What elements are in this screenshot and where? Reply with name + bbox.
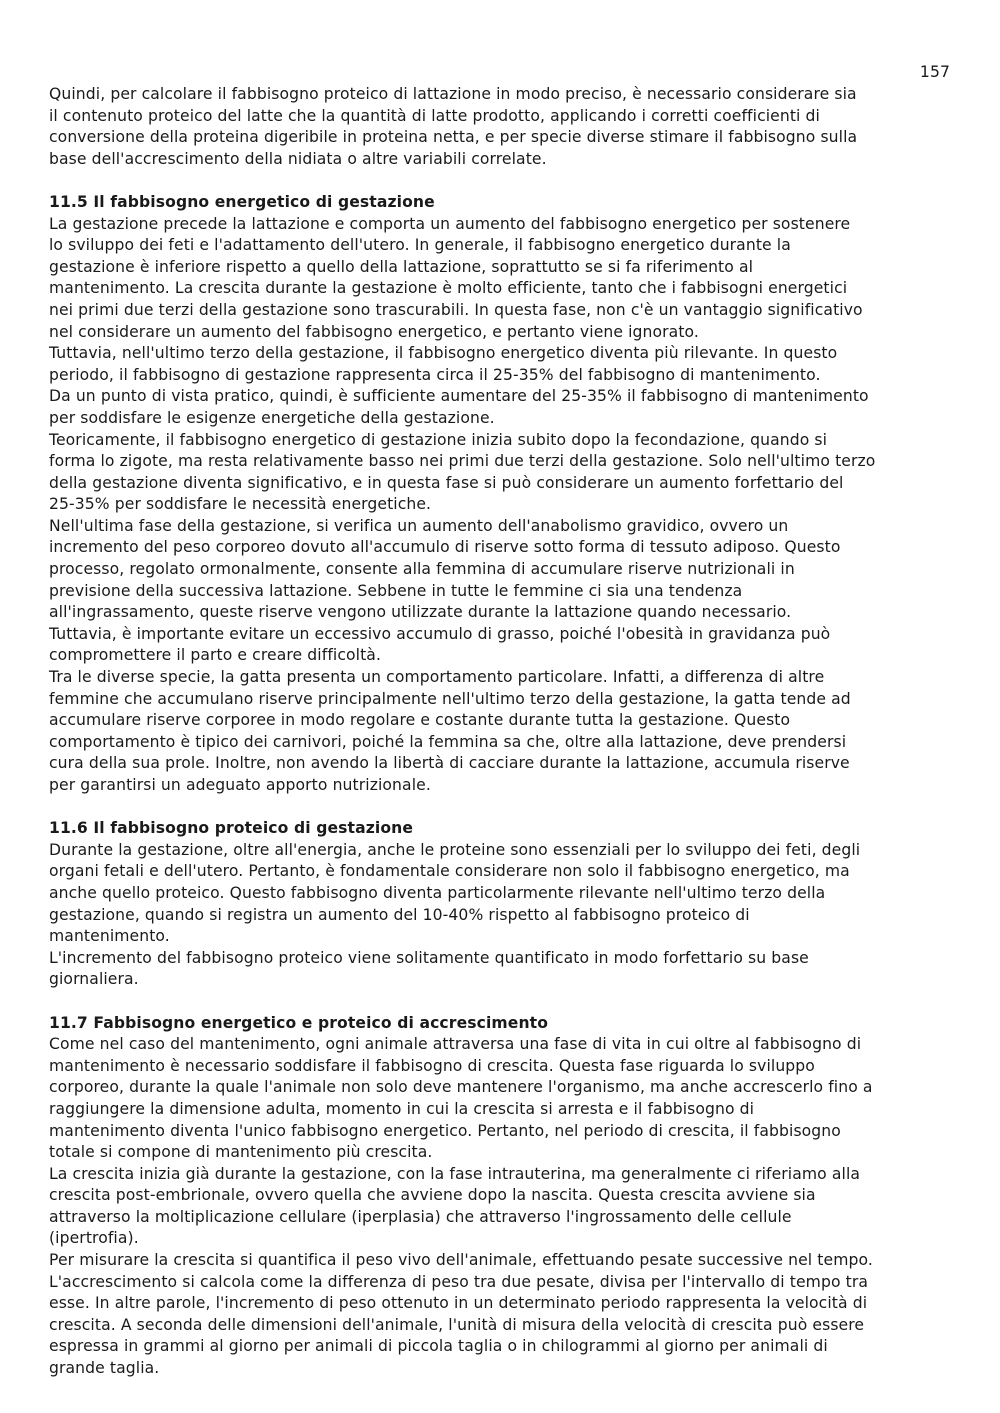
section-paragraph: L'incremento del fabbisogno proteico viene solitamente quantificato in modo forfettario su base giornaliera. <box>49 948 809 989</box>
page-content <box>49 84 957 1380</box>
spacer <box>49 797 957 819</box>
intro-paragraph: Quindi, per calcolare il fabbisogno proteico di lattazione in modo preciso, è necessario considerare sia il contenuto proteico del latte che la quantità di latte prodotto, applicando i corretti coefficienti di conversione della proteina digeribile in proteina netta, e per specie diverse stimare il fabbisogno sulla base dell'accrescimento della nidiata o altre variabili correlate. <box>49 85 858 168</box>
page-number: 157 <box>919 63 950 81</box>
section-11-5 <box>49 192 957 797</box>
spacer <box>49 170 957 192</box>
section-paragraph: Nell'ultima fase della gestazione, si verifica un aumento dell'anabolismo gravidico, ovvero un incremento del peso corporeo dovuto all'accumulo di riserve sotto forma di tessuto adiposo. Questo processo, regolato ormonalmente, consente alla femmina di accumulare riserve nutrizionali in previsione della successiva lattazione. Sebbene in tutte le femmine ci sia una tendenza all'ingrassamento, queste riserve vengono utilizzate durante la lattazione quando necessario. Tuttavia, è importante evitare un eccessivo accumulo di grasso, poiché l'obesità in gravidanza può compromettere il parto e creare difficoltà. <box>49 516 841 665</box>
section-paragraph: La gestazione precede la lattazione e comporta un aumento del fabbisogno energetico per sostenere lo sviluppo dei feti e l'adattamento dell'utero. In generale, il fabbisogno energetico durante la gestazione è inferiore rispetto a quello della lattazione, soprattutto se si fa riferimento al mantenimento. La crescita durante la gestazione è molto efficiente, tanto che i fabbisogni energetici nei primi due terzi della gestazione sono trascurabili. In questa fase, non c'è un vantaggio significativo nel considerare un aumento del fabbisogno energetico, e pertanto viene ignorato. <box>49 214 863 341</box>
section-paragraph: Tuttavia, nell'ultimo terzo della gestazione, il fabbisogno energetico diventa più rilevante. In questo periodo, il fabbisogno di gestazione rappresenta circa il 25-35% del fabbisogno di mantenimento. <box>49 344 838 384</box>
section-paragraph: Teoricamente, il fabbisogno energetico di gestazione inizia subito dopo la fecondazione, quando si forma lo zigote, ma resta relativamente basso nei primi due terzi della gestazione. Solo nell'ultimo terzo della gestazione diventa significativo, e in questa fase si può considerare un aumento forfettario del 25-35% per soddisfare le necessità energetiche. <box>49 430 876 514</box>
section-11-7 <box>49 1013 957 1380</box>
section-title: 11.6 Il fabbisogno proteico di gestazione <box>49 819 414 838</box>
section-paragraph: La crescita inizia già durante la gestazione, con la fase intrauterina, ma generalmente ci riferiamo alla crescita post-embrionale, ovvero quella che avviene dopo la nascita. Questa crescita avviene sia attraverso la moltiplicazione cellulare (iperplasia) che attraverso l'ingrossamento delle cellule (ipertrofia). <box>49 1164 861 1248</box>
section-paragraph: Tra le diverse specie, la gatta presenta un comportamento particolare. Infatti, a differenza di altre femmine che accumulano riserve principalmente nell'ultimo terzo della gestazione, la gatta tende ad accumulare riserve corporee in modo regolare e costante durante tutta la gestazione. Questo comportamento è tipico dei carnivori, poiché la femmina sa che, oltre alla lattazione, deve prendersi cura della sua prole. Inoltre, non avendo la libertà di cacciare durante la lattazione, accumula riserve per garantirsi un adeguato apporto nutrizionale. <box>49 668 851 794</box>
section-paragraph: Durante la gestazione, oltre all'energia, anche le proteine sono essenziali per lo sviluppo dei feti, degli organi fetali e dell'utero. Pertanto, è fondamentale considerare non solo il fabbisogno energetico, ma anche quello proteico. Questo fabbisogno diventa particolarmente rilevante nell'ultimo terzo della gestazione, quando si registra un aumento del 10-40% rispetto al fabbisogno proteico di mantenimento. <box>49 840 861 946</box>
section-11-6 <box>49 818 957 991</box>
section-paragraph: Come nel caso del mantenimento, ogni animale attraversa una fase di vita in cui oltre al fabbisogno di mantenimento è necessario soddisfare il fabbisogno di crescita. Questa fase riguarda lo sviluppo corporeo, durante la quale l'animale non solo deve mantenere l'organismo, ma anche accrescerlo fino a raggiungere la dimensione adulta, momento in cui la crescita si arresta e il fabbisogno di mantenimento diventa l'unico fabbisogno energetico. Pertanto, nel periodo di crescita, il fabbisogno totale si compone di mantenimento più crescita. <box>49 1035 873 1162</box>
section-title: 11.7 Fabbisogno energetico e proteico di accrescimento <box>49 1013 549 1032</box>
section-paragraph: Da un punto di vista pratico, quindi, è sufficiente aumentare del 25-35% il fabbisogno di mantenimento per soddisfare le esigenze energetiche della gestazione. <box>49 387 869 427</box>
section-title: 11.5 Il fabbisogno energetico di gestazione <box>49 192 435 211</box>
section-paragraph: Per misurare la crescita si quantifica il peso vivo dell'animale, effettuando pesate successive nel tempo. L'accrescimento si calcola come la differenza di peso tra due pesate, divisa per l'intervallo di tempo tra esse. In altre parole, l'incremento di peso ottenuto in un determinato periodo rappresenta la velocità di crescita. A seconda delle dimensioni dell'animale, l'unità di misura della velocità di crescita può essere espressa in grammi al giorno per animali di piccola taglia o in chilogrammi al giorno per animali di grande taglia. <box>49 1251 873 1378</box>
spacer <box>49 991 957 1013</box>
